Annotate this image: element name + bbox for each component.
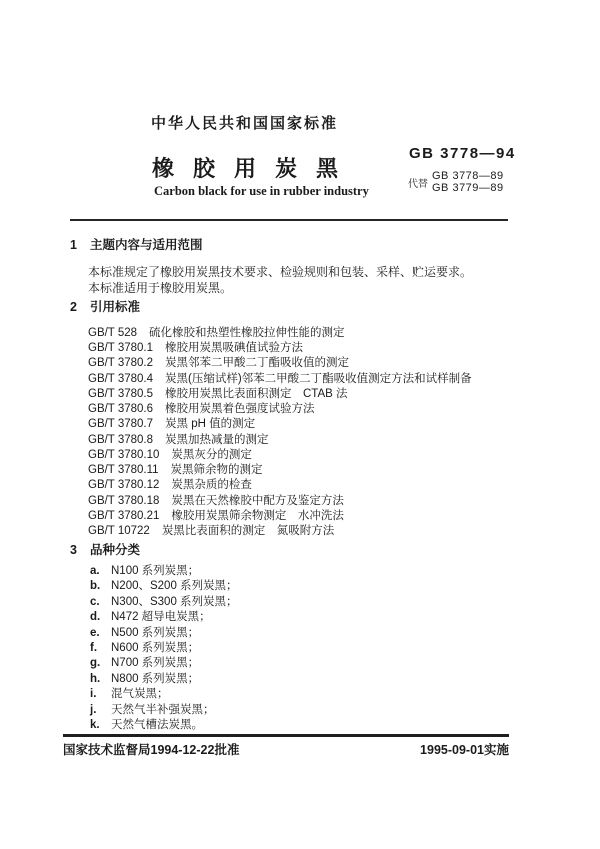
reference-row bbox=[88, 372, 472, 387]
reference-title: 炭黑筛余物的测定 bbox=[170, 464, 263, 477]
reference-code: GB/T 3780.18 bbox=[88, 494, 160, 507]
reference-code: GB/T 3780.7 bbox=[88, 418, 153, 431]
item-letter: i. bbox=[90, 688, 97, 701]
item-text: N100 系列炭黑； bbox=[111, 565, 200, 577]
reference-code: GB/T 3780.12 bbox=[88, 479, 160, 492]
reference-title: 橡胶用炭黑着色强度试验方法 bbox=[165, 403, 315, 416]
classification-item bbox=[90, 718, 238, 733]
reference-title: 橡胶用炭黑吸碘值试验方法 bbox=[165, 342, 303, 355]
item-letter: d. bbox=[90, 611, 101, 624]
section-heading-classification bbox=[70, 543, 140, 558]
section-heading-scope bbox=[70, 238, 202, 253]
reference-row bbox=[88, 356, 472, 371]
reference-row bbox=[88, 341, 472, 356]
classification-list bbox=[90, 564, 238, 733]
paragraph: 本标准规定了橡胶用炭黑技术要求、检验规则和包装、采样、贮运要求。 bbox=[88, 265, 473, 279]
section-number: 1 bbox=[70, 238, 77, 252]
item-letter: e. bbox=[90, 626, 100, 639]
item-text: N600 系列炭黑； bbox=[111, 642, 200, 655]
replaces-note bbox=[408, 171, 504, 194]
replaces-label: 代替 bbox=[408, 179, 428, 190]
header-rule bbox=[70, 219, 508, 221]
item-letter: c. bbox=[90, 595, 100, 608]
classification-item bbox=[90, 579, 238, 594]
standard-label: 中华人民共和国国家标准 bbox=[151, 115, 339, 132]
reference-title: 炭黑加热减量的测定 bbox=[165, 433, 269, 446]
classification-item bbox=[90, 641, 238, 656]
paragraph: 本标准适用于橡胶用炭黑。 bbox=[88, 280, 233, 295]
reference-row bbox=[88, 326, 472, 341]
reference-code: GB/T 3780.11 bbox=[88, 464, 159, 477]
reference-row bbox=[88, 448, 472, 463]
classification-item bbox=[90, 656, 238, 671]
reference-code: GB/T 3780.2 bbox=[88, 357, 153, 370]
reference-row bbox=[88, 494, 472, 509]
item-text: N800 系列炭黑； bbox=[111, 672, 200, 685]
section-heading-references bbox=[70, 300, 140, 315]
section-title: 品种分类 bbox=[89, 543, 140, 557]
item-letter: f. bbox=[90, 642, 98, 655]
footer-rule bbox=[63, 734, 509, 737]
item-letter: g. bbox=[90, 657, 101, 670]
reference-code: GB/T 3780.5 bbox=[88, 387, 153, 400]
item-text: 混气炭黑； bbox=[111, 688, 169, 701]
reference-row bbox=[88, 387, 472, 402]
reference-title: 炭黑灰分的测定 bbox=[171, 448, 252, 461]
item-text: N700 系列炭黑； bbox=[111, 657, 200, 670]
reference-code: GB/T 3780.8 bbox=[88, 433, 153, 446]
item-text: N300、S300 系列炭黑； bbox=[111, 595, 238, 608]
item-letter: k. bbox=[90, 719, 100, 732]
section-number: 3 bbox=[70, 543, 77, 557]
reference-row bbox=[88, 463, 472, 478]
classification-item bbox=[90, 703, 238, 718]
item-letter: b. bbox=[90, 580, 101, 593]
document-title-en: Carbon black for use in rubber industry bbox=[154, 184, 369, 198]
reference-row bbox=[88, 402, 472, 417]
item-text: 天然气槽法炭黑。 bbox=[111, 719, 203, 732]
reference-list bbox=[88, 326, 472, 539]
reference-title: 橡胶用炭黑比表面积测定 CTAB 法 bbox=[165, 387, 348, 400]
reference-code: GB/T 3780.10 bbox=[88, 448, 160, 461]
classification-item bbox=[90, 687, 238, 702]
reference-row bbox=[88, 478, 472, 493]
reference-title: 炭黑 pH 值的测定 bbox=[165, 418, 256, 431]
classification-item bbox=[90, 672, 238, 687]
footer bbox=[63, 740, 509, 758]
item-text: N200、S200 系列炭黑； bbox=[111, 580, 238, 593]
replaced-standard: GB 3778—89 bbox=[432, 170, 504, 182]
reference-code: GB/T 3780.1 bbox=[88, 342, 153, 355]
reference-title: 硫化橡胶和热塑性橡胶拉伸性能的测定 bbox=[149, 327, 345, 339]
section-number: 2 bbox=[70, 300, 77, 314]
reference-title: 炭黑在天然橡胶中配方及鉴定方法 bbox=[171, 494, 344, 507]
reference-code: GB/T 3780.21 bbox=[88, 509, 160, 522]
reference-row bbox=[88, 524, 472, 539]
item-letter: j. bbox=[90, 703, 97, 716]
reference-row bbox=[88, 417, 472, 432]
item-text: 天然气半补强炭黑； bbox=[111, 703, 215, 716]
section-title: 引用标准 bbox=[89, 300, 140, 314]
classification-item bbox=[90, 595, 238, 610]
approval-text: 国家技术监督局1994-12-22批准 bbox=[63, 743, 240, 757]
reference-title: 炭黑(压缩试样)邻苯二甲酸二丁酯吸收值测定方法和试样制备 bbox=[165, 372, 472, 385]
reference-title: 橡胶用炭黑筛余物测定 水冲洗法 bbox=[171, 509, 344, 522]
implementation-text: 1995-09-01实施 bbox=[420, 743, 509, 757]
document-title-cn: 橡胶用炭黑 bbox=[152, 156, 358, 181]
reference-row bbox=[88, 433, 472, 448]
classification-item bbox=[90, 626, 238, 641]
reference-title: 炭黑比表面积的测定 氮吸附方法 bbox=[161, 525, 335, 538]
reference-code: GB/T 3780.6 bbox=[88, 403, 153, 416]
reference-title: 炭黑杂质的检查 bbox=[171, 479, 252, 492]
item-letter: a. bbox=[90, 565, 100, 577]
reference-code: GB/T 10722 bbox=[88, 525, 150, 538]
reference-row bbox=[88, 509, 472, 524]
reference-code: GB/T 3780.4 bbox=[88, 372, 153, 385]
section-title: 主题内容与适用范围 bbox=[89, 238, 203, 252]
reference-code: GB/T 528 bbox=[88, 327, 138, 339]
reference-title: 炭黑邻苯二甲酸二丁酯吸收值的测定 bbox=[165, 357, 349, 370]
classification-item bbox=[90, 564, 238, 579]
item-letter: h. bbox=[90, 672, 101, 685]
classification-item bbox=[90, 610, 238, 625]
standard-code: GB 3778—94 bbox=[409, 145, 516, 162]
scope-paragraphs bbox=[88, 265, 472, 296]
replaced-standards bbox=[432, 171, 504, 194]
item-text: N472 超导电炭黑； bbox=[111, 611, 211, 624]
item-text: N500 系列炭黑； bbox=[111, 626, 200, 639]
replaced-standard: GB 3779—89 bbox=[432, 181, 504, 194]
